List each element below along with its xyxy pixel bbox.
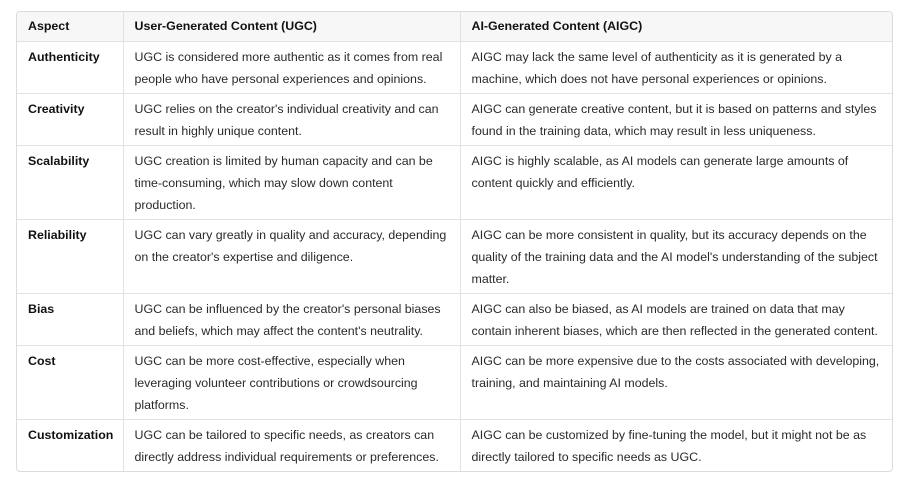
aspect-cell: Bias xyxy=(17,294,123,346)
ugc-cell: UGC can be tailored to specific needs, as creators can directly address individual requirements or preferences. xyxy=(123,420,460,472)
table-row xyxy=(17,294,892,346)
aspect-cell: Reliability xyxy=(17,220,123,294)
aigc-cell: AIGC may lack the same level of authenticity as it is generated by a machine, which does not have personal experiences or opinions. xyxy=(460,42,892,94)
table-row xyxy=(17,146,892,220)
table-row xyxy=(17,42,892,94)
header-aigc: AI-Generated Content (AIGC) xyxy=(460,12,892,42)
aigc-cell: AIGC can be customized by fine-tuning the model, but it might not be as directly tailored to specific needs as UGC. xyxy=(460,420,892,472)
aspect-cell: Cost xyxy=(17,346,123,420)
ugc-cell: UGC is considered more authentic as it comes from real people who have personal experiences and opinions. xyxy=(123,42,460,94)
table-row xyxy=(17,220,892,294)
aspect-cell: Authenticity xyxy=(17,42,123,94)
header-aspect: Aspect xyxy=(17,12,123,42)
aigc-cell: AIGC can also be biased, as AI models are trained on data that may contain inherent biases, which are then reflected in the generated content. xyxy=(460,294,892,346)
aspect-cell: Customization xyxy=(28,428,114,442)
ugc-cell: UGC can be more cost-effective, especially when leveraging volunteer contributions or crowdsourcing platforms. xyxy=(123,346,460,420)
ugc-cell: UGC relies on the creator's individual creativity and can result in highly unique content. xyxy=(123,94,460,146)
table-row xyxy=(17,420,892,472)
table-header-row xyxy=(17,12,892,42)
ugc-cell: UGC can vary greatly in quality and accuracy, depending on the creator's expertise and diligence. xyxy=(123,220,460,294)
aigc-cell: AIGC can be more consistent in quality, but its accuracy depends on the quality of the training data and the AI model's understanding of the subject matter. xyxy=(460,220,892,294)
ugc-cell: UGC creation is limited by human capacity and can be time-consuming, which may slow down content production. xyxy=(123,146,460,220)
comparison-table-container xyxy=(16,11,893,472)
aspect-cell: Scalability xyxy=(17,146,123,220)
comparison-table xyxy=(17,12,892,471)
aigc-cell: AIGC can generate creative content, but it is based on patterns and styles found in the training data, which may result in less uniqueness. xyxy=(460,94,892,146)
table-row xyxy=(17,94,892,146)
aspect-cell: Creativity xyxy=(17,94,123,146)
ugc-cell: UGC can be influenced by the creator's personal biases and beliefs, which may affect the content's neutrality. xyxy=(123,294,460,346)
aigc-cell: AIGC is highly scalable, as AI models can generate large amounts of content quickly and efficiently. xyxy=(460,146,892,220)
table-row xyxy=(17,346,892,420)
aigc-cell: AIGC can be more expensive due to the costs associated with developing, training, and maintaining AI models. xyxy=(460,346,892,420)
header-ugc: User-Generated Content (UGC) xyxy=(123,12,460,42)
